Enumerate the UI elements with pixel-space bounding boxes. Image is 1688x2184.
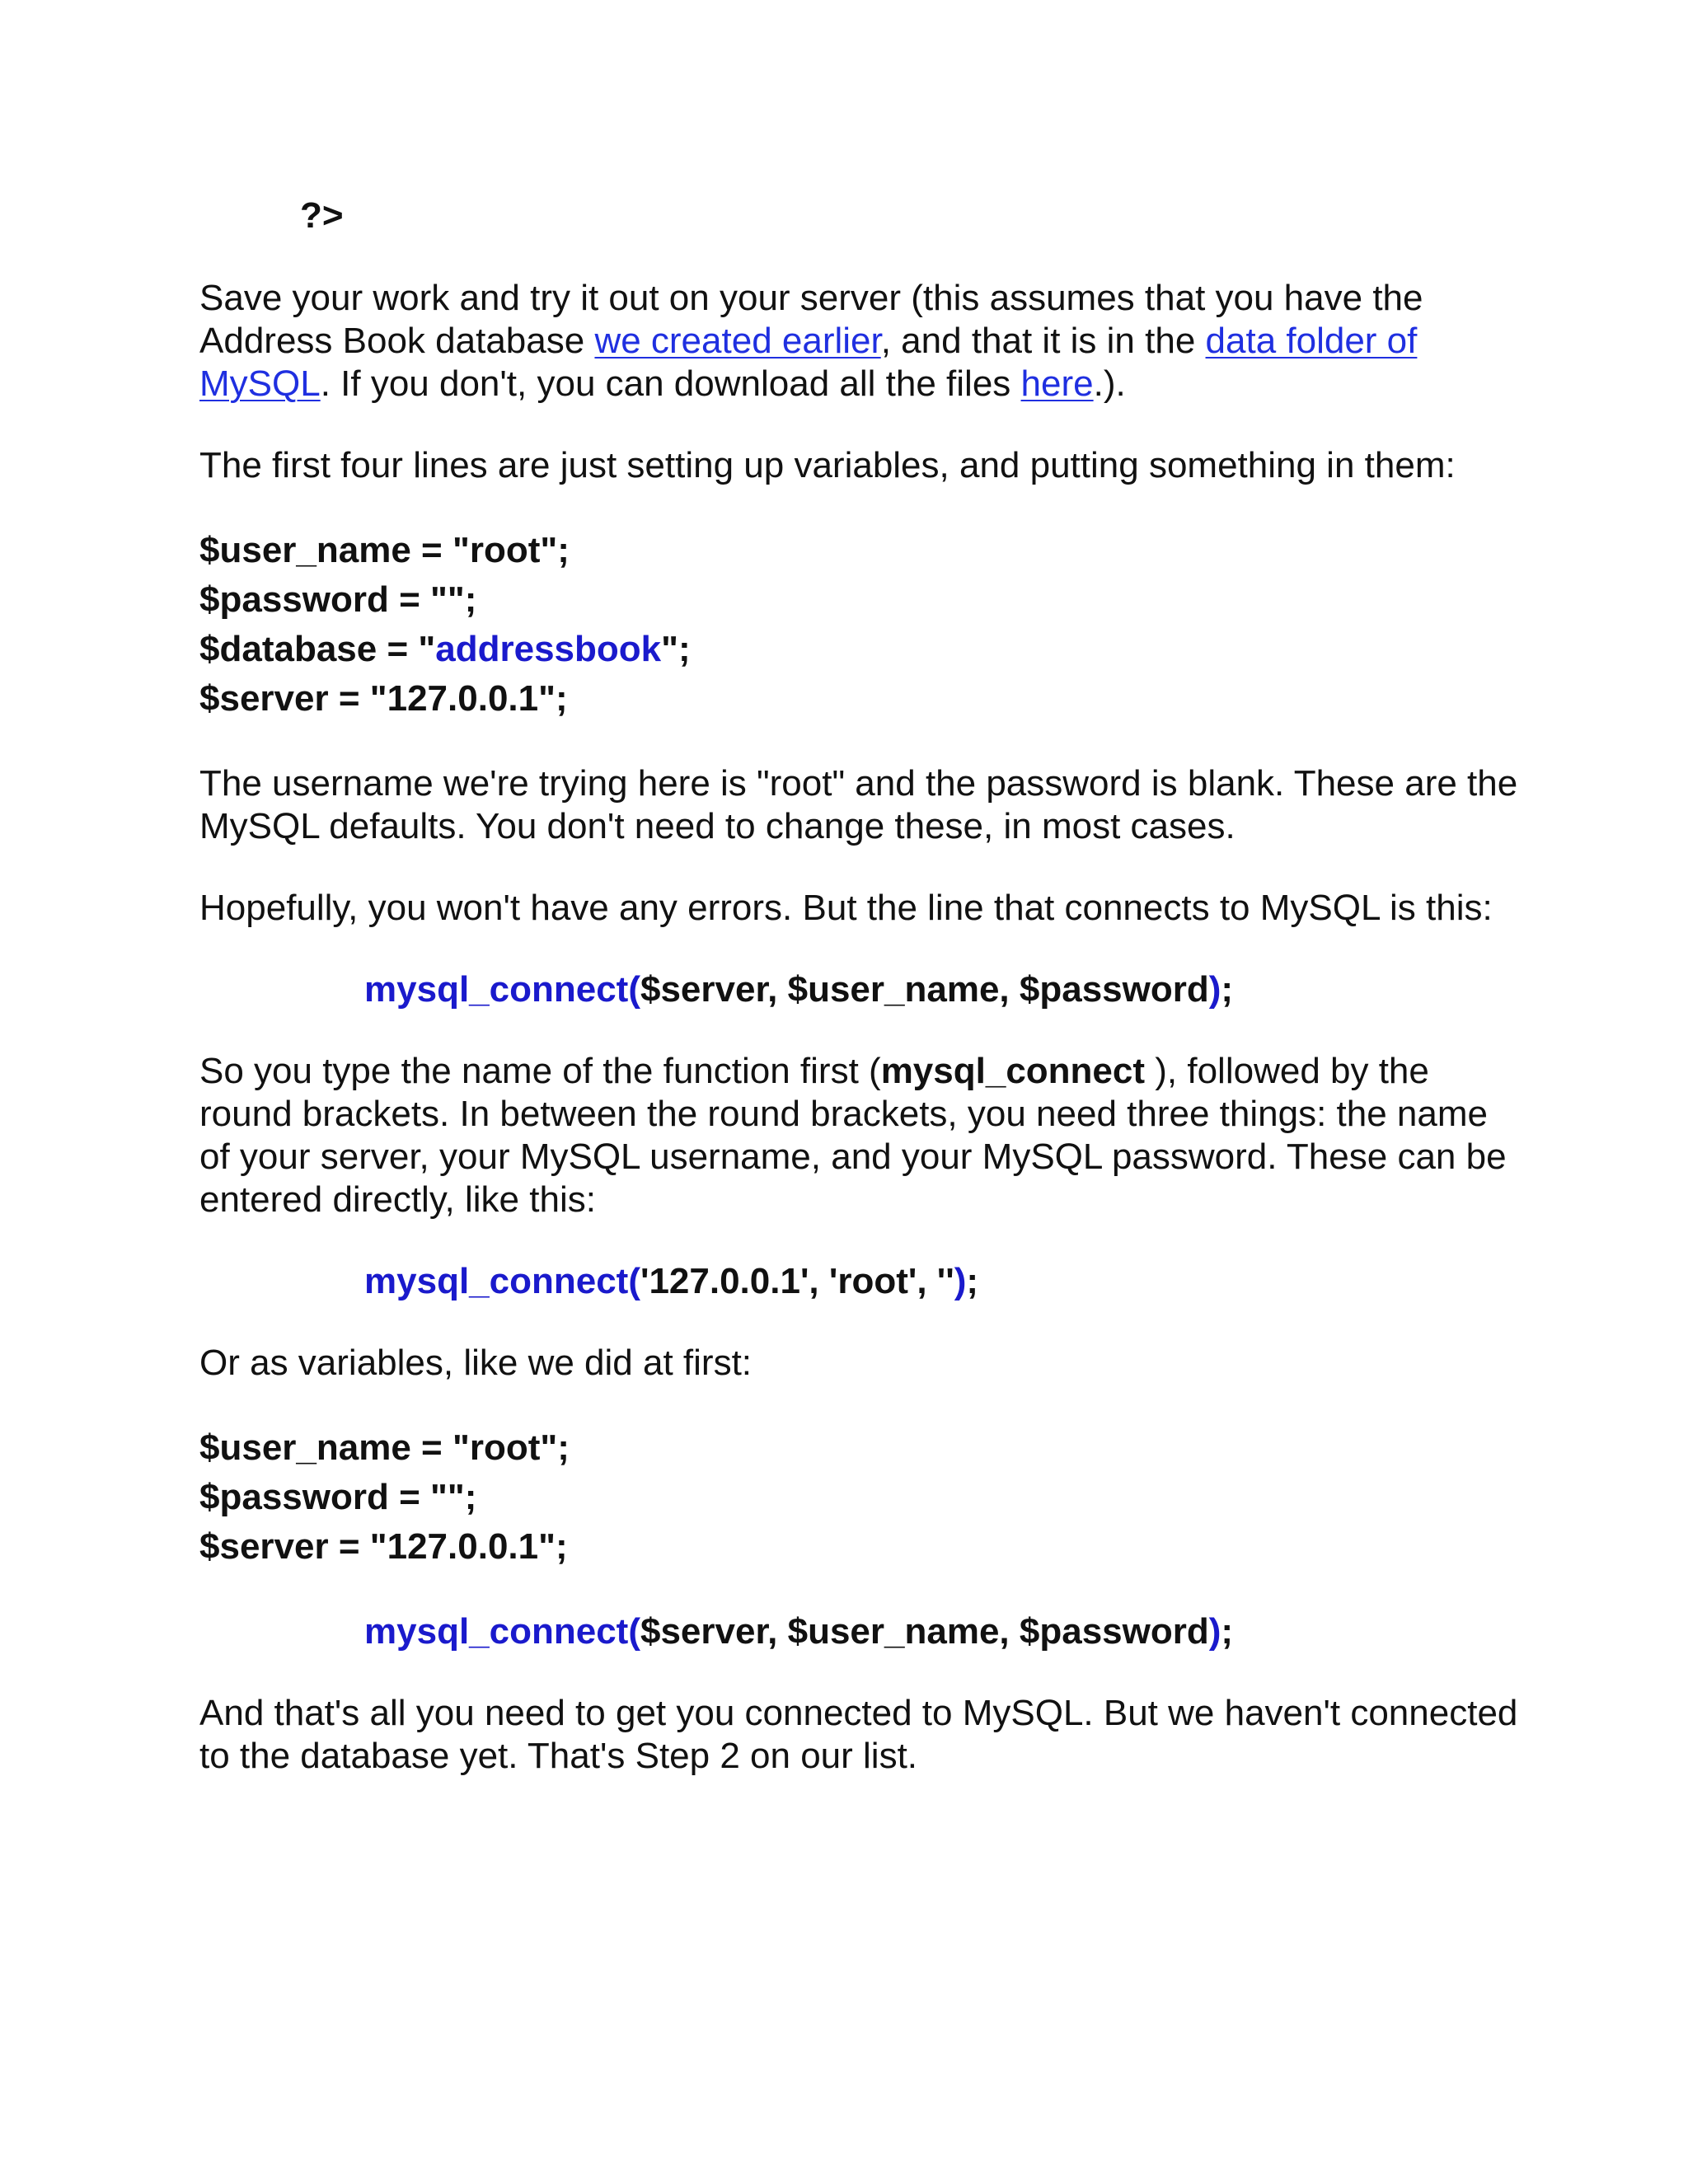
intro-paragraph — [199, 277, 1518, 405]
we-created-earlier-link[interactable]: we created earlier — [594, 321, 881, 361]
connect-args-1: $server, $user_name, $password — [640, 969, 1209, 1010]
code-line-user-name: $user_name = "root"; — [199, 530, 570, 570]
hopefully-paragraph: Hopefully, you won't have any errors. But the line that connects to MySQL is this: — [199, 888, 1493, 928]
mysql-connect-call-1 — [364, 968, 1518, 1011]
download-here-link[interactable]: here — [1020, 363, 1094, 404]
first-four-lines-paragraph: The first four lines are just setting up variables, and putting something in them: — [199, 445, 1456, 485]
connect-args-3: $server, $user_name, $password — [640, 1611, 1209, 1652]
connect-fn-1: mysql_connect( — [364, 969, 640, 1010]
code-line-user-name-2: $user_name = "root"; — [199, 1427, 570, 1468]
intro-text-1: Save your work and try it out on your server (this assumes that you have the Address Book database — [199, 278, 1423, 361]
database-value: addressbook — [435, 629, 662, 669]
code-line-password-2: $password = ""; — [199, 1477, 477, 1517]
mysql-connect-call-2 — [364, 1260, 1518, 1303]
php-close-tag: ?> — [300, 195, 344, 236]
explain-text-2: ), followed by the round brackets. In between the round brackets, you need three things: the name of your server, your MySQL username, and your MySQL password. These can be entered directly, like this: — [199, 1051, 1507, 1220]
connect-fn-2: mysql_connect( — [364, 1261, 640, 1301]
connect-semicolon-3: ; — [1221, 1611, 1234, 1652]
connect-args-2: '127.0.0.1', 'root', '' — [640, 1261, 954, 1301]
code-line-database — [199, 625, 1518, 674]
data-folder-link[interactable]: data folder of MySQL — [199, 321, 1418, 404]
database-suffix: "; — [661, 629, 691, 669]
intro-text-4: .). — [1093, 363, 1126, 404]
variables-code-block — [199, 526, 1518, 724]
username-paragraph: The username we're trying here is "root" and the password is blank. These are the MySQL defaults. You don't need to change these, in most cases. — [199, 763, 1518, 846]
connect-semicolon-1: ; — [1221, 969, 1234, 1010]
connect-fn-3: mysql_connect( — [364, 1611, 640, 1652]
or-variables-paragraph: Or as variables, like we did at first: — [199, 1343, 753, 1383]
variables-code-block-2 — [199, 1423, 1518, 1572]
mysql-connect-call-3 — [364, 1610, 1518, 1653]
code-line-server-2: $server = "127.0.0.1"; — [199, 1526, 568, 1567]
intro-text-3: . If you don't, you can download all the files — [320, 363, 1021, 404]
explain-text-1: So you type the name of the function first ( — [199, 1051, 881, 1091]
code-line-server: $server = "127.0.0.1"; — [199, 678, 568, 719]
connect-close-paren-3: ) — [1208, 1611, 1221, 1652]
code-line-password: $password = ""; — [199, 579, 477, 620]
intro-text-2: , and that it is in the — [880, 321, 1206, 361]
document-page — [199, 194, 1518, 1816]
connect-close-paren-1: ) — [1208, 969, 1221, 1010]
explain-fn-bold: mysql_connect — [880, 1051, 1146, 1091]
connect-close-paren-2: ) — [954, 1261, 967, 1301]
closing-paragraph: And that's all you need to get you connected to MySQL. But we haven't connected to the database yet. That's Step 2 on our list. — [199, 1693, 1518, 1776]
database-prefix: $database = " — [199, 629, 436, 669]
connect-semicolon-2: ; — [966, 1261, 978, 1301]
explain-paragraph — [199, 1050, 1518, 1221]
